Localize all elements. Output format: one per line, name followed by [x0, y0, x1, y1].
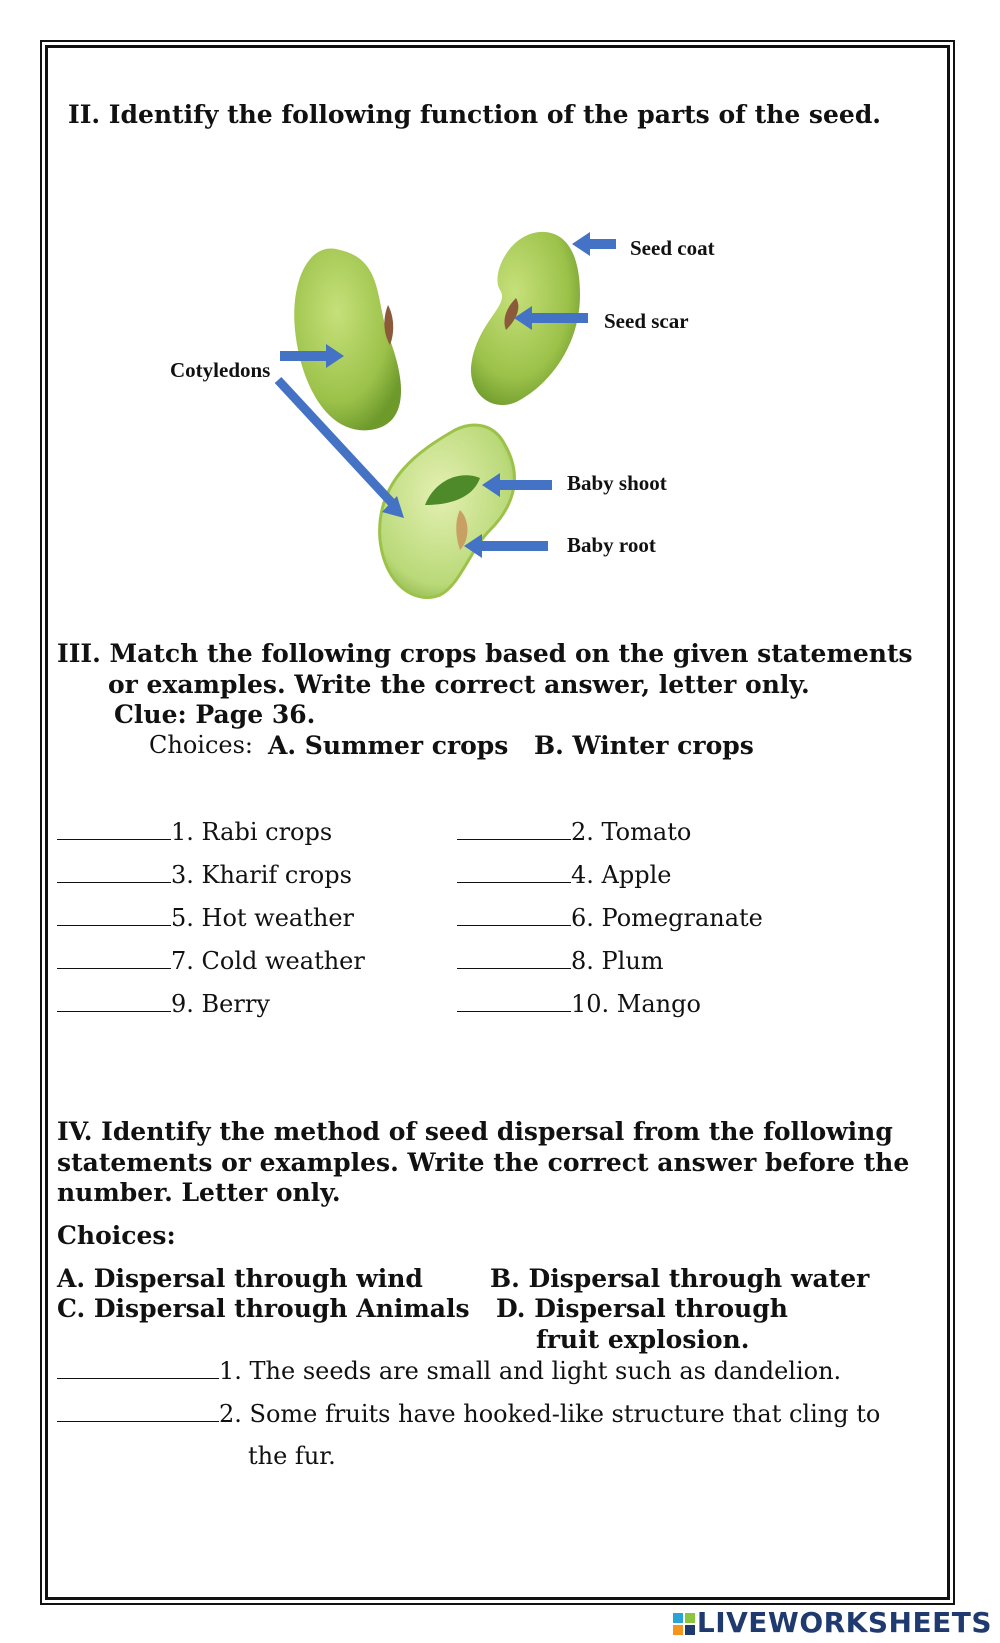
section-4-title-line2: statements or examples. Write the correct answer before the [57, 1148, 910, 1177]
answer-blank[interactable] [457, 946, 571, 969]
list-item: 7. Cold weather [57, 946, 365, 975]
label-cotyledons: Cotyledons [170, 358, 271, 382]
section-4-choice-a: A. Dispersal through wind [57, 1264, 423, 1293]
section-4-choice-c: C. Dispersal through Animals [57, 1294, 470, 1323]
list-item: 9. Berry [57, 989, 270, 1018]
liveworksheets-logo: LIVEWORKSHEETS [673, 1606, 992, 1639]
seed-diagram [160, 220, 740, 620]
answer-blank[interactable] [457, 817, 571, 840]
section-4-title-line3: number. Letter only. [57, 1178, 341, 1207]
list-item: 2. Tomato [457, 817, 691, 846]
answer-blank[interactable] [57, 1356, 219, 1379]
list-item: 8. Plum [457, 946, 664, 975]
section-3-title-line2: or examples. Write the correct answer, letter only. [108, 670, 810, 699]
answer-blank[interactable] [57, 946, 171, 969]
answer-blank[interactable] [57, 860, 171, 883]
section-3-title-line1: III. Match the following crops based on the given statements [57, 639, 913, 668]
seed-left [294, 248, 401, 430]
list-item: 1. The seeds are small and light such as dandelion. [57, 1356, 841, 1385]
list-item: 1. Rabi crops [57, 817, 332, 846]
label-baby-root: Baby root [567, 533, 656, 557]
list-item: 5. Hot weather [57, 903, 354, 932]
answer-blank[interactable] [457, 860, 571, 883]
answer-blank[interactable] [57, 817, 171, 840]
answer-blank[interactable] [57, 903, 171, 926]
section-3-choice-b: B. Winter crops [534, 731, 754, 760]
section-3-choices-label: Choices: [149, 731, 253, 759]
list-item: 4. Apple [457, 860, 671, 889]
list-item: 10. Mango [457, 989, 701, 1018]
section-4-choice-b: B. Dispersal through water [490, 1264, 870, 1293]
section-3-clue: Clue: Page 36. [114, 700, 316, 729]
section-4-choices-label: Choices: [57, 1221, 176, 1250]
section-4-title-line1: IV. Identify the method of seed dispersal from the following [57, 1117, 893, 1146]
section-3-choice-a: A. Summer crops [268, 731, 509, 760]
list-item: 6. Pomegranate [457, 903, 763, 932]
list-item: 2. Some fruits have hooked-like structure that cling to [57, 1399, 880, 1428]
label-seed-coat: Seed coat [630, 236, 715, 260]
logo-icon [673, 1613, 695, 1635]
answer-blank[interactable] [57, 989, 171, 1012]
list-item: 3. Kharif crops [57, 860, 352, 889]
label-seed-scar: Seed scar [604, 309, 689, 333]
section-4-choice-d-line2: fruit explosion. [536, 1325, 750, 1354]
section-2-title: II. Identify the following function of the parts of the seed. [68, 100, 882, 129]
section-4-choice-d-line1: D. Dispersal through [496, 1294, 788, 1323]
answer-blank[interactable] [457, 903, 571, 926]
answer-blank[interactable] [57, 1399, 219, 1422]
answer-blank[interactable] [457, 989, 571, 1012]
list-item-continuation: the fur. [248, 1442, 336, 1470]
label-baby-shoot: Baby shoot [567, 471, 667, 495]
